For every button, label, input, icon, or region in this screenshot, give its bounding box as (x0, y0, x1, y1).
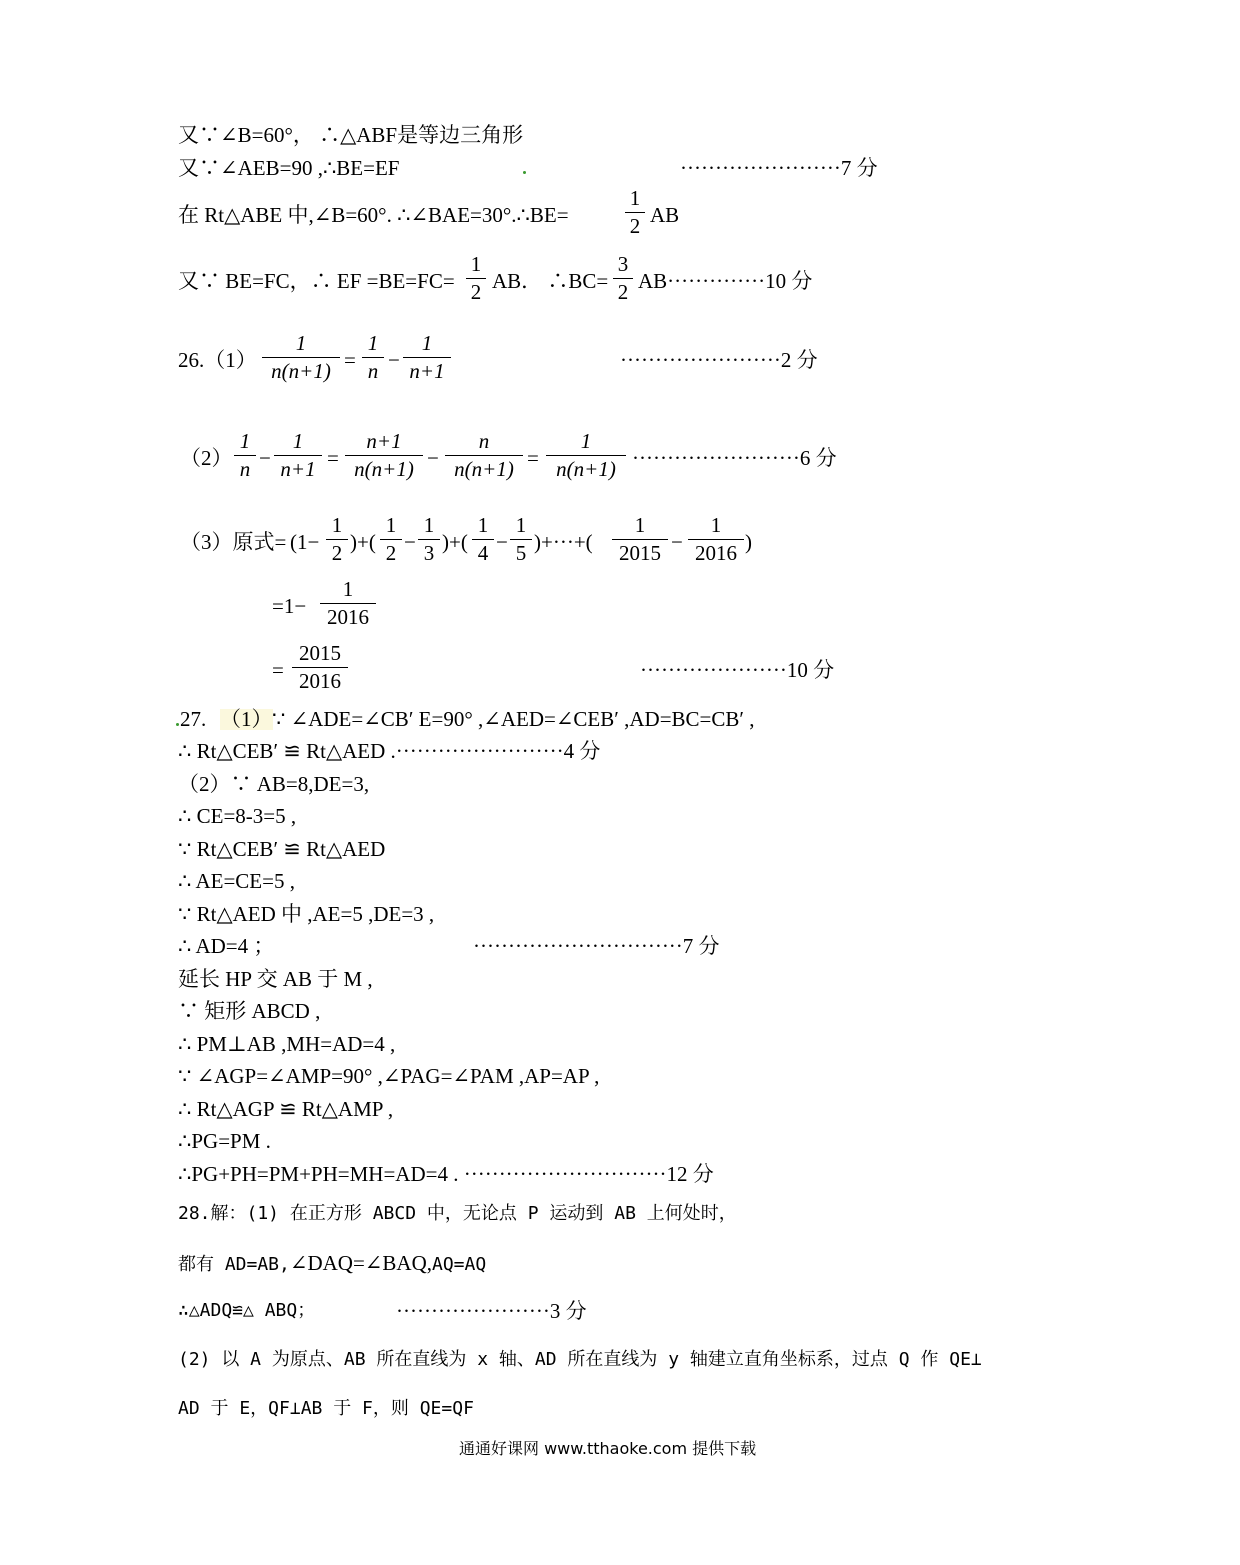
frac-result-2: 2015 2016 (292, 643, 348, 692)
q28-line-3: ∴△ADQ≌△ ABQ； (178, 1300, 316, 1321)
line-25-equilateral: 又∵∠B=60°， ∴△ABF是等边三角形 (178, 123, 524, 147)
score-6: ························6 分 (632, 446, 837, 470)
q27-line-14: ∴PG=PM . (178, 1129, 271, 1153)
equals: = (527, 446, 539, 470)
q26-3-step2: = (272, 658, 284, 682)
q27-line-11: ∴ PM⊥AB ,MH=AD=4 , (178, 1032, 396, 1056)
q26-2-e: 1 n(n+1) (546, 431, 626, 480)
q27-line-3: （2）∵ AB=8,DE=3, (178, 772, 370, 796)
q27-line-12: ∵ ∠AGP=∠AMP=90° ,∠PAG=∠PAM ,AP=AP , (178, 1064, 600, 1088)
ellipsis-plus: )+···+( (534, 530, 593, 554)
q26-1-term1: 1 n (362, 333, 384, 382)
equals: = (327, 446, 339, 470)
line-25-be-ef: 又∵∠AEB=90 ,∴BE=EF (178, 156, 400, 180)
paren-plus: )+( (350, 530, 376, 554)
minus: − (427, 446, 439, 470)
minus: − (259, 446, 271, 470)
equals: = (344, 348, 356, 372)
frac-result-1: 1 2016 (320, 579, 376, 628)
q27-1-label: （1） (220, 707, 273, 731)
q26-2-label: （2） (180, 446, 233, 470)
score-3: ······················3 分 (396, 1299, 587, 1323)
q27-line-13: ∴ Rt△AGP ≌ Rt△AMP , (178, 1097, 394, 1121)
q28-line-2c: AQ=AQ (431, 1254, 487, 1275)
score-7b: ······························7 分 (473, 934, 720, 958)
frac-1-4: 1 4 (472, 515, 494, 564)
q28-line-2a: 都有 AD=AB, (178, 1254, 290, 1275)
page-footer: 通通好课网 www.tthaoke.com 提供下载 (459, 1439, 757, 1458)
q27-line-2: ∴ Rt△CEB′ ≌ Rt△AED .························4 分 (178, 739, 601, 763)
score-10: AB··············10 分 (638, 269, 813, 293)
q28-line-1: 28.解：(1) 在正方形 ABCD 中，无论点 P 运动到 AB 上何处时， (178, 1203, 737, 1224)
q27-line-9: 延长 HP 交 AB 于 M , (178, 967, 373, 991)
q28-line-5: AD 于 E，QF⊥AB 于 F，则 QE=QF (178, 1398, 474, 1419)
stray-mark-2 (176, 723, 179, 726)
frac-1-2b: 1 2 (380, 515, 402, 564)
frac-1-3: 1 3 (418, 515, 440, 564)
fraction-three-halves: 3 2 (613, 254, 633, 303)
q27-line-1: ∵ ∠ADE=∠CB′ E=90° ,∠AED=∠CEB′ ,AD=BC=CB′ , (272, 707, 755, 731)
paren-plus: )+( (442, 530, 468, 554)
q26-2-b: 1 n+1 (274, 431, 322, 480)
q28-line-2b: ∠DAQ=∠BAQ, (289, 1251, 432, 1275)
q28-line-2 (178, 1253, 486, 1274)
paren-open: (1− (290, 530, 320, 554)
minus: − (404, 530, 416, 554)
q26-3-label: （3）原式= (180, 530, 287, 554)
frac-1-2: 1 2 (326, 515, 348, 564)
q26-2-a: 1 n (234, 431, 256, 480)
minus: − (671, 530, 683, 554)
frac-1-2015: 1 2015 (612, 515, 668, 564)
q26-2-c: n+1 n(n+1) (345, 431, 423, 480)
minus: − (388, 348, 400, 372)
fraction-half-2: 1 2 (466, 254, 486, 303)
line-25-rt-abe: 在 Rt△ABE 中,∠B=60°. ∴∠BAE=30°.∴BE= (178, 203, 569, 227)
q26-1-lhs: 1 n(n+1) (262, 333, 340, 382)
stray-mark (523, 171, 526, 174)
q26-1-term2: 1 n+1 (403, 333, 451, 382)
q26-1-label: 26.（1） (178, 348, 257, 372)
frac-1-2016: 1 2016 (688, 515, 744, 564)
q27-line-6: ∴ AE=CE=5 , (178, 869, 295, 893)
q27-line-8: ∴ AD=4 ； (178, 934, 275, 958)
line-25-bc: AB． ∴BC= (492, 269, 609, 293)
frac-1-5: 1 5 (510, 515, 532, 564)
q27-label: 27. (180, 707, 207, 731)
q27-line-5: ∵ Rt△CEB′ ≌ Rt△AED (178, 837, 386, 861)
score-10b: ·····················10 分 (640, 658, 835, 682)
fraction-half: 1 2 (625, 188, 645, 237)
line-25-ef: 又∵ BE=FC，∴ EF =BE=FC= (178, 269, 455, 293)
score-2: ·······················2 分 (620, 348, 818, 372)
score-7: ·······················7 分 (680, 156, 878, 180)
q26-3-step1: =1− (272, 594, 307, 618)
q27-line-10: ∵ 矩形 ABCD , (178, 999, 321, 1023)
q27-line-15: ∴PG+PH=PM+PH=MH=AD=4 . ·····························12 分 (178, 1162, 714, 1186)
minus: − (496, 530, 508, 554)
ab-text: AB (650, 203, 680, 227)
q26-2-d: n n(n+1) (445, 431, 523, 480)
paren-close: ) (745, 530, 752, 554)
q27-line-4: ∴ CE=8-3=5 , (178, 804, 297, 828)
q27-line-7: ∵ Rt△AED 中 ,AE=5 ,DE=3 , (178, 902, 435, 926)
q28-line-4: (2) 以 A 为原点、AB 所在直线为 x 轴、AD 所在直线为 y 轴建立直角坐标系，过点 Q 作 QE⊥ (178, 1349, 982, 1370)
